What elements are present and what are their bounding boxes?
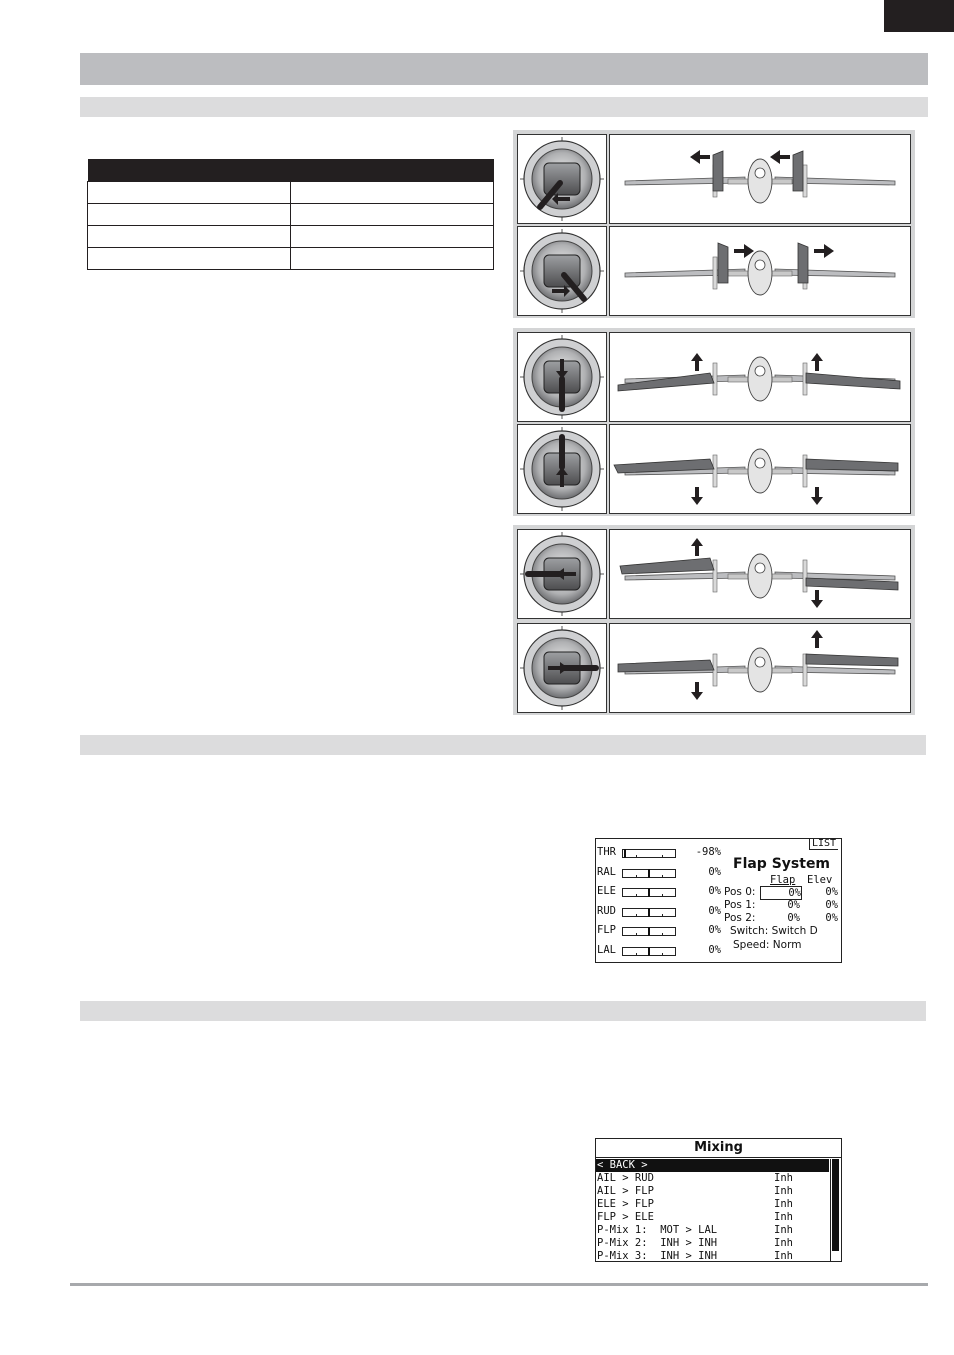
channel-name: THR — [597, 846, 616, 858]
stick-forward-elevator — [517, 424, 607, 514]
table-row — [88, 182, 494, 204]
channel-row — [596, 846, 721, 860]
position-flap-value[interactable]: 0% — [787, 912, 800, 924]
col-flap-header: Flap — [770, 874, 796, 886]
channel-value: 0% — [708, 865, 721, 878]
channel-name: FLP — [597, 924, 616, 936]
elevator-figure-group — [513, 328, 915, 516]
channel-bar — [622, 849, 676, 858]
channel-name: RAL — [597, 865, 616, 878]
channel-bar-tick — [636, 933, 637, 936]
mixing-item-value: Inh — [774, 1237, 793, 1249]
switch-line: Switch: Switch D — [730, 925, 818, 937]
spec-table — [87, 159, 494, 270]
plane-rudder-left — [609, 134, 911, 224]
channel-name: LAL — [597, 943, 616, 956]
channel-value: 0% — [708, 943, 721, 956]
position-elev-value[interactable]: 0% — [825, 899, 838, 911]
transmitter-stick-icon — [518, 530, 606, 618]
section-bar-mixing — [80, 1001, 926, 1021]
channel-value: 0% — [708, 924, 721, 936]
flap-system-title: Flap System — [733, 856, 831, 872]
mixing-menu-item[interactable] — [596, 1237, 829, 1250]
channel-bar — [622, 947, 676, 956]
airplane-icon — [610, 333, 910, 421]
mixing-item-value: Inh — [774, 1198, 793, 1210]
channel-row — [596, 944, 721, 958]
transmitter-stick-icon — [518, 624, 606, 712]
channel-row — [596, 866, 721, 880]
stick-left-aileron — [517, 529, 607, 619]
speed-line: Speed: Norm — [733, 939, 802, 951]
channel-bar — [622, 888, 676, 897]
position-label: Pos 1: — [724, 899, 756, 911]
channel-bar — [622, 869, 676, 878]
mixing-menu-item[interactable] — [596, 1185, 829, 1198]
mixing-item-label: P-Mix 3: INH > INH — [597, 1250, 718, 1262]
position-elev-value[interactable]: 0% — [825, 912, 838, 924]
plane-rudder-right — [609, 226, 911, 316]
table-row — [88, 248, 494, 270]
channel-bar-tick — [636, 855, 637, 858]
mixing-item-label: AIL > RUD — [597, 1172, 654, 1184]
channel-bar-marker — [648, 947, 650, 956]
stick-left-rudder — [517, 134, 607, 224]
channel-bar-tick — [636, 894, 637, 897]
stick-right-aileron — [517, 623, 607, 713]
channel-bar — [622, 927, 676, 936]
scrollbar-thumb[interactable] — [832, 1159, 839, 1251]
position-flap-value[interactable]: 0% — [787, 899, 800, 911]
airplane-icon — [610, 425, 910, 513]
channel-value: -98% — [695, 846, 721, 858]
mixing-item-value: Inh — [774, 1224, 793, 1236]
footer-rule — [70, 1283, 928, 1286]
table-header-row — [88, 159, 494, 182]
channel-bar-tick — [662, 855, 663, 858]
transmitter-stick-icon — [518, 227, 606, 315]
channel-value: 0% — [708, 904, 721, 917]
position-label: Pos 2: — [724, 912, 756, 924]
channel-name: RUD — [597, 904, 616, 917]
mixing-menu-item[interactable] — [596, 1198, 829, 1211]
mixing-item-label: < BACK > — [597, 1159, 648, 1171]
channel-bar-tick — [662, 914, 663, 917]
channel-bar-tick — [662, 933, 663, 936]
channel-bar — [622, 908, 676, 917]
mixing-item-label: FLP > ELE — [597, 1211, 654, 1223]
flap-system-lcd — [595, 838, 842, 963]
stick-back-elevator — [517, 332, 607, 422]
channel-bar-marker — [648, 869, 650, 878]
mixing-item-label: P-Mix 1: MOT > LAL — [597, 1224, 718, 1236]
section-bar-flap-system — [80, 735, 926, 755]
aileron-figure-group — [513, 525, 915, 715]
channel-bar-marker — [648, 908, 650, 917]
mixing-item-value: Inh — [774, 1185, 793, 1197]
page-title-bar — [80, 53, 928, 85]
table-row — [88, 204, 494, 226]
airplane-icon — [610, 624, 910, 712]
table-row — [88, 226, 494, 248]
channel-bar-tick — [636, 875, 637, 878]
plane-aileron-left — [609, 529, 911, 619]
channel-bar-tick — [636, 914, 637, 917]
transmitter-stick-icon — [518, 425, 606, 513]
transmitter-stick-icon — [518, 135, 606, 223]
plane-aileron-right — [609, 623, 911, 713]
stick-right-rudder — [517, 226, 607, 316]
mixing-menu-item[interactable] — [596, 1211, 829, 1224]
section-bar-control-test — [80, 97, 928, 117]
channel-bar-marker — [648, 927, 650, 936]
airplane-icon — [610, 530, 910, 618]
mixing-item-label: ELE > FLP — [597, 1198, 654, 1210]
channel-bar-marker — [624, 849, 626, 858]
back-menu-item[interactable] — [596, 1159, 829, 1172]
channel-row — [596, 885, 721, 899]
position-flap-value[interactable]: 0% — [760, 886, 802, 900]
page-corner-tab — [884, 0, 954, 32]
mixing-item-label: AIL > FLP — [597, 1185, 654, 1197]
mixing-menu-item[interactable] — [596, 1250, 829, 1262]
channel-bar-tick — [662, 953, 663, 956]
channel-row — [596, 924, 721, 938]
channel-value: 0% — [708, 885, 721, 897]
channel-bar-marker — [648, 888, 650, 897]
col-elev-header: Elev — [807, 874, 833, 886]
mixing-menu-item[interactable] — [596, 1224, 829, 1237]
mixing-item-value: Inh — [774, 1250, 793, 1262]
channel-bar-tick — [662, 894, 663, 897]
channel-row — [596, 905, 721, 919]
position-label: Pos 0: — [724, 886, 756, 898]
transmitter-stick-icon — [518, 333, 606, 421]
channel-bar-tick — [662, 875, 663, 878]
mixing-item-label: P-Mix 2: INH > INH — [597, 1237, 718, 1249]
plane-elevator-up — [609, 332, 911, 422]
mixing-item-value: Inh — [774, 1211, 793, 1223]
list-badge: LIST — [809, 838, 838, 850]
channel-name: ELE — [597, 885, 616, 897]
rudder-figure-group — [513, 130, 915, 318]
position-elev-value[interactable]: 0% — [825, 886, 838, 898]
mixing-item-value: Inh — [774, 1172, 793, 1184]
channel-bar-tick — [636, 953, 637, 956]
mixing-lcd — [595, 1138, 842, 1262]
mixing-menu-item[interactable] — [596, 1172, 829, 1185]
plane-elevator-down — [609, 424, 911, 514]
mixing-title: Mixing — [596, 1139, 841, 1158]
scrollbar[interactable] — [830, 1159, 840, 1261]
airplane-icon — [610, 227, 910, 315]
airplane-icon — [610, 135, 910, 223]
